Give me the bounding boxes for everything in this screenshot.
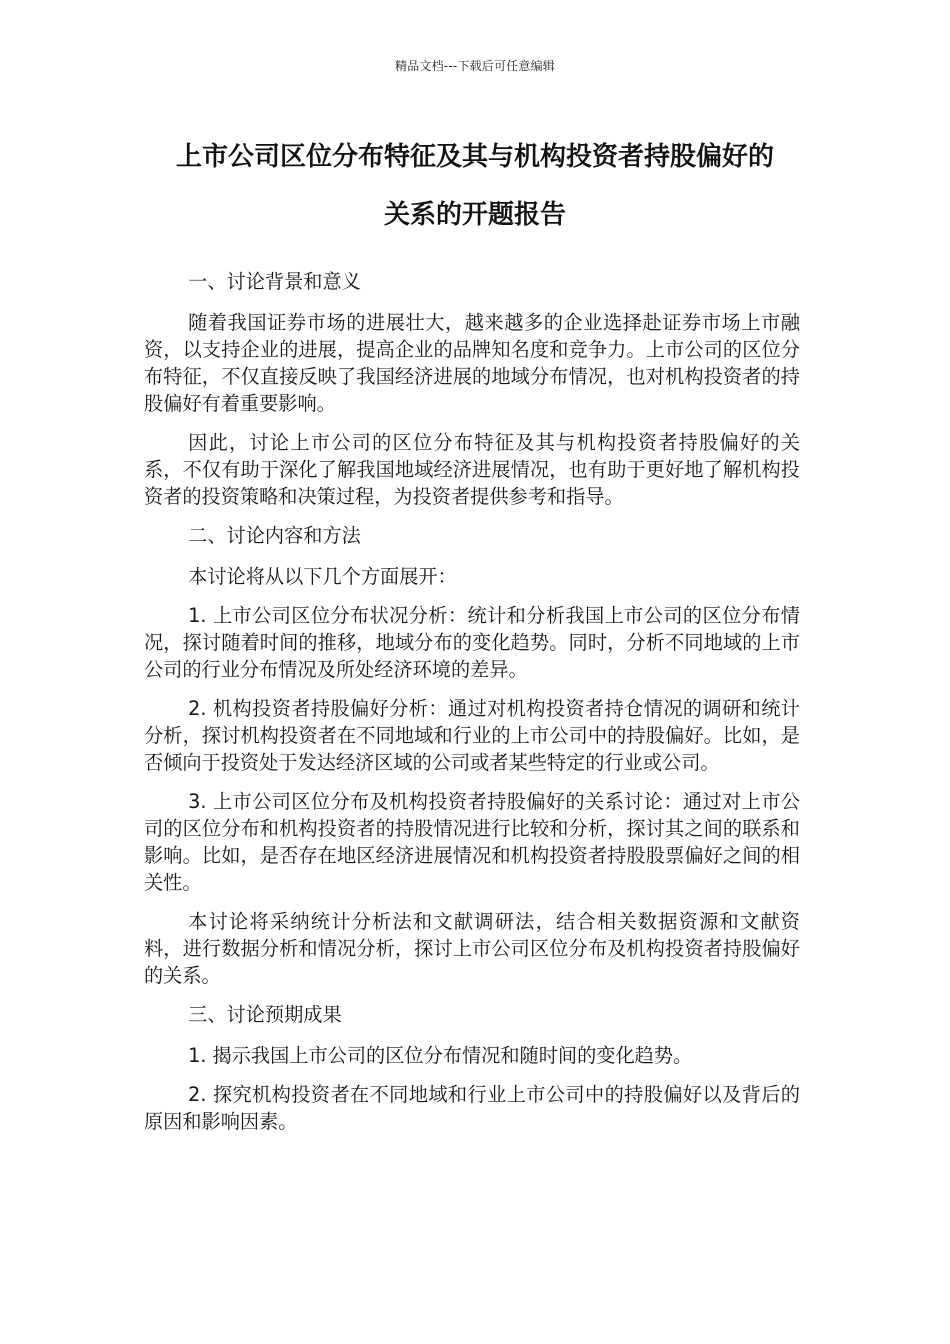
section2-method: 本讨论将采纳统计分析法和文献调研法，结合相关数据资源和文献资料，进行数据分析和情况分析，探讨上市公司区位分布及机构投资者持股偏好的关系。: [144, 910, 800, 987]
title-line-2: 关系的开题报告: [383, 200, 566, 230]
document-title: [100, 128, 850, 244]
section2-item-2: 2. 机构投资者持股偏好分析：通过对机构投资者持仓情况的调研和统计分析，探讨机构投资者在不同地域和行业的上市公司中的持股偏好。比如，是否倾向于投资处于发达经济区域的公司或者某些特定的行业或公司。: [144, 697, 800, 774]
document-body: [144, 268, 800, 1147]
header-note: 精品文档---下载后可任意编辑: [395, 59, 555, 73]
section3-item-1: 1. 揭示我国上市公司的区位分布情况和随时间的变化趋势。: [188, 1044, 693, 1067]
section2-item-3: 3. 上市公司区位分布及机构投资者持股偏好的关系讨论：通过对上市公司的区位分布和机构投资者的持股情况进行比较和分析，探讨其之间的联系和影响。比如，是否存在地区经济进展情况和机构投资者持股股票偏好之间的相关性。: [144, 790, 800, 894]
title-line-1: 上市公司区位分布特征及其与机构投资者持股偏好的: [175, 142, 774, 172]
section2-intro: 本讨论将从以下几个方面展开：: [188, 565, 457, 588]
section3-item-2: 2. 探究机构投资者在不同地域和行业上市公司中的持股偏好以及背后的原因和影响因素。: [144, 1083, 800, 1133]
section2-item-1: 1. 上市公司区位分布状况分析：统计和分析我国上市公司的区位分布情况，探讨随着时间的推移，地域分布的变化趋势。同时，分析不同地域的上市公司的行业分布情况及所处经济环境的差异。: [144, 604, 800, 681]
section1-paragraph-2: 因此，讨论上市公司的区位分布特征及其与机构投资者持股偏好的关系，不仅有助于深化了解我国地域经济进展情况，也有助于更好地了解机构投资者的投资策略和决策过程，为投资者提供参考和指导。: [144, 431, 800, 508]
section1-paragraph-1: 随着我国证券市场的进展壮大，越来越多的企业选择赴证券市场上市融资，以支持企业的进展，提高企业的品牌知名度和竞争力。上市公司的区位分布特征，不仅直接反映了我国经济进展的地域分布情况，也对机构投资者的持股偏好有着重要影响。: [144, 311, 800, 415]
section1-heading: 一、讨论背景和意义: [188, 270, 361, 293]
section2-heading: 二、讨论内容和方法: [188, 524, 361, 547]
section3-heading: 三、讨论预期成果: [188, 1003, 342, 1026]
